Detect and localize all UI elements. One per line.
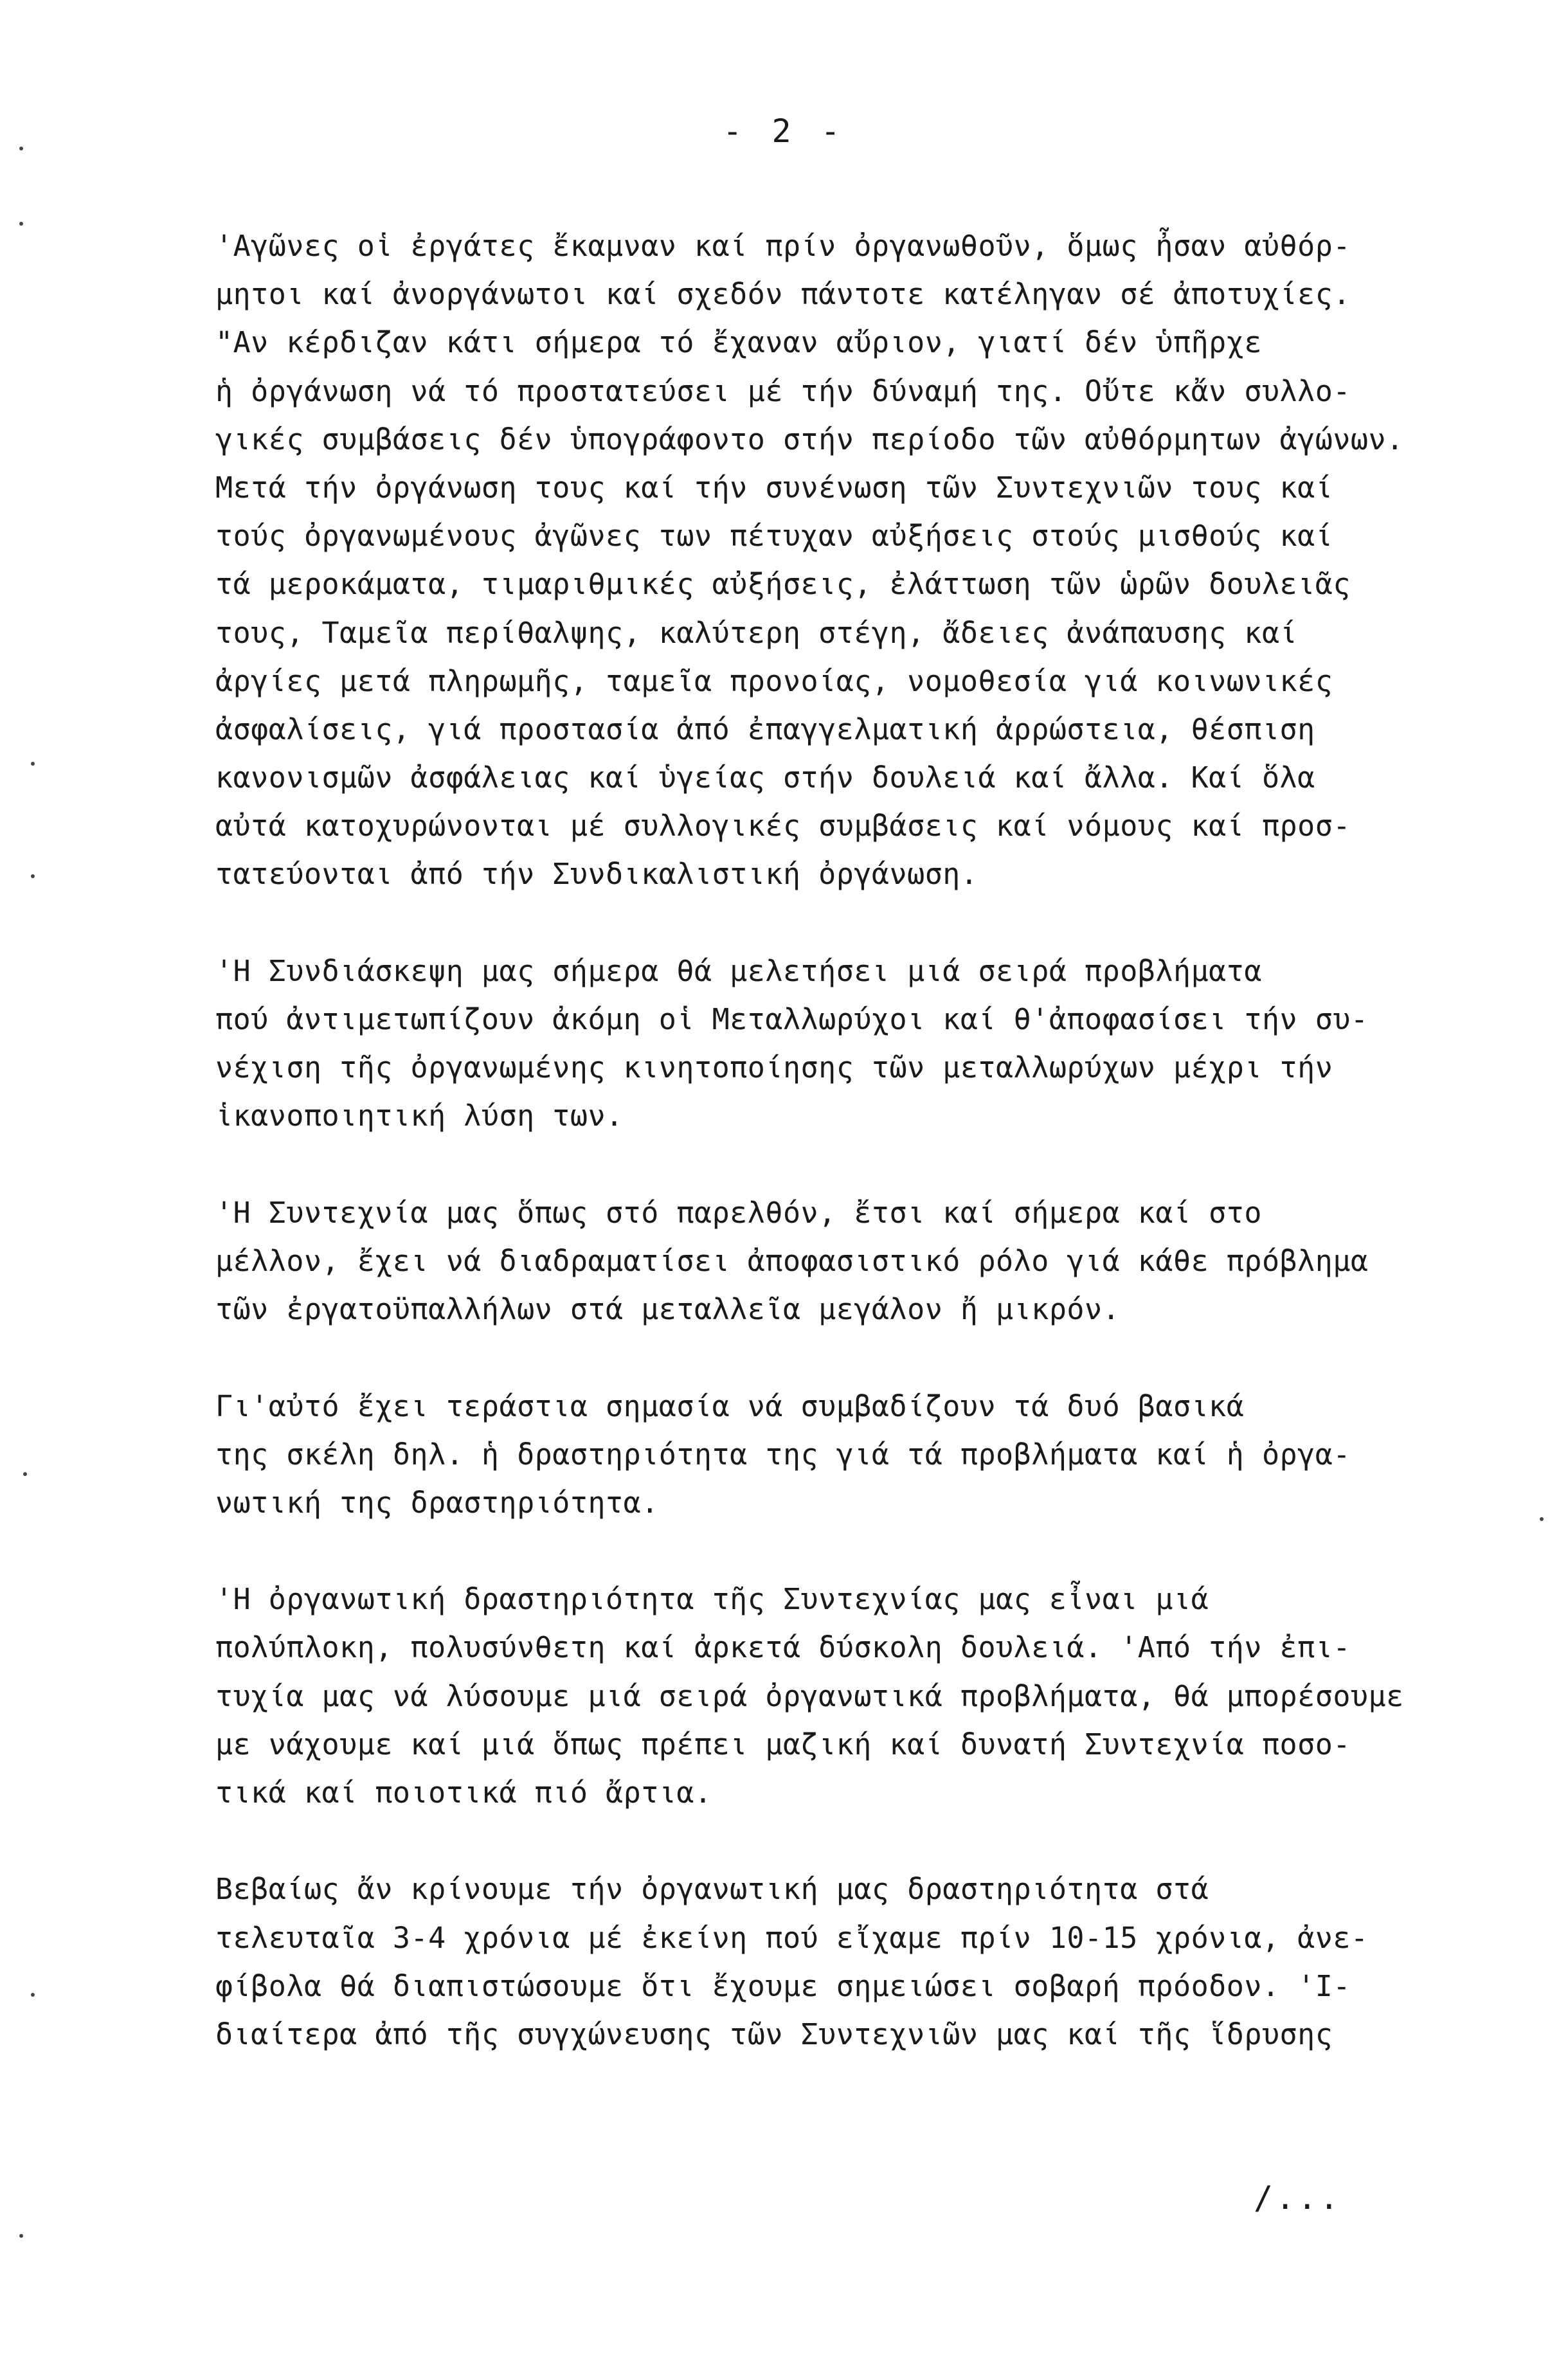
text-line: 'Η ὀργανωτική δραστηριότητα τῆς Συντεχνίας μας εἶναι μιά <box>215 1582 1209 1617</box>
text-line: τά μεροκάματα, τιμαριθμικές αὐξήσεις, ἐλάττωση τῶν ὡρῶν δουλειᾶς <box>215 567 1351 602</box>
text-line: τῶν ἐργατοϋπαλλήλων στά μεταλλεῖα μεγάλον ἤ μικρόν. <box>215 1292 1121 1327</box>
scan-speck <box>19 222 23 226</box>
scan-speck <box>23 1472 27 1476</box>
text-line: πολύπλοκη, πολυσύνθετη καί ἀρκετά δύσκολη δουλειά. 'Από τήν ἐπι- <box>215 1630 1351 1665</box>
scan-speck <box>19 147 23 150</box>
text-line: Βεβαίως ἄν κρίνουμε τήν ὀργανωτική μας δραστηριότητα στά <box>215 1872 1209 1907</box>
text-line: 'Η Συντεχνία μας ὅπως στό παρελθόν, ἔτσι καί σήμερα καί στο <box>215 1195 1262 1230</box>
text-line: γικές συμβάσεις δέν ὑπογράφοντο στήν περίοδο τῶν αὐθόρμητων ἀγώνων. <box>215 422 1404 456</box>
text-line: αὐτά κατοχυρώνονται μέ συλλογικές συμβάσεις καί νόμους καί προσ- <box>215 809 1351 843</box>
text-line: κανονισμῶν ἀσφάλειας καί ὑγείας στήν δουλειά καί ἄλλα. Καί ὅλα <box>215 760 1315 795</box>
page-number: - 2 - <box>723 113 845 150</box>
scan-speck <box>31 1993 35 1997</box>
text-line: νέχιση τῆς ὀργανωμένης κινητοποίησης τῶν μεταλλωρύχων μέχρι τήν <box>215 1050 1333 1085</box>
scan-speck <box>1540 1517 1544 1521</box>
text-line: Μετά τήν ὀργάνωση τους καί τήν συνένωση τῶν Συντεχνιῶν τους καί <box>215 470 1333 505</box>
text-line: πού ἀντιμετωπίζουν ἀκόμη οἱ Μεταλλωρύχοι καί θ'ἀποφασίσει τήν συ- <box>215 1002 1369 1036</box>
text-line: ἱκανοποιητική λύση των. <box>215 1099 624 1133</box>
text-line: ἀσφαλίσεις, γιά προστασία ἀπό ἐπαγγελματική ἀρρώστεια, θέσπιση <box>215 712 1315 746</box>
text-line: με νάχουμε καί μιά ὅπως πρέπει μαζική καί δυνατή Συντεχνία ποσο- <box>215 1727 1351 1761</box>
text-line: μητοι καί ἀνοργάνωτοι καί σχεδόν πάντοτε κατέληγαν σέ ἀποτυχίες. <box>215 277 1351 312</box>
text-line: τους, Ταμεῖα περίθαλψης, καλύτερη στέγη, ἄδειες ἀνάπαυσης καί <box>215 615 1298 650</box>
scan-speck <box>31 874 35 878</box>
text-line: της σκέλη δηλ. ἡ δραστηριότητα της γιά τά προβλήματα καί ἡ ὀργα- <box>215 1437 1351 1472</box>
text-line: μέλλον, ἔχει νά διαδραματίσει ἀποφασιστικό ρόλο γιά κάθε πρόβλημα <box>215 1243 1369 1278</box>
text-line: τατεύονται ἀπό τήν Συνδικαλιστική ὀργάνωση. <box>215 857 978 892</box>
continuation-mark: /... <box>1254 2179 1342 2217</box>
document-body <box>215 222 1527 2058</box>
paragraph <box>215 1382 1527 1527</box>
text-line: φίβολα θά διαπιστώσουμε ὅτι ἔχουμε σημειώσει σοβαρή πρόοδον. 'Ι- <box>215 1968 1351 2003</box>
text-line: τυχία μας νά λύσουμε μιά σειρά ὀργανωτικά προβλήματα, θά μπορέσουμε <box>215 1679 1404 1713</box>
text-line: νωτική της δραστηριότητα. <box>215 1485 659 1520</box>
text-line: διαίτερα ἀπό τῆς συγχώνευσης τῶν Συντεχνιῶν μας καί τῆς ἵδρυσης <box>215 2017 1333 2051</box>
text-line: τούς ὀργανωμένους ἀγῶνες των πέτυχαν αὐξήσεις στούς μισθούς καί <box>215 519 1333 554</box>
text-line: ἀργίες μετά πληρωμῆς, ταμεῖα προνοίας, νομοθεσία γιά κοινωνικές <box>215 663 1333 698</box>
paragraph <box>215 1865 1527 2058</box>
text-line: τελευταῖα 3-4 χρόνια μέ ἐκείνη πού εἴχαμε πρίν 10-15 χρόνια, ἀνε- <box>215 1920 1369 1955</box>
paragraph <box>215 222 1527 899</box>
paragraph <box>215 947 1527 1140</box>
text-line: "Αν κέρδιζαν κάτι σήμερα τό ἔχαναν αὔριον, γιατί δέν ὑπῆρχε <box>215 325 1262 360</box>
scan-speck <box>31 762 35 766</box>
text-line: 'Η Συνδιάσκεψη μας σήμερα θά μελετήσει μιά σειρά προβλήματα <box>215 953 1262 988</box>
scan-speck <box>19 2234 23 2238</box>
text-line: Γι'αὐτό ἔχει τεράστια σημασία νά συμβαδίζουν τά δυό βασικά <box>215 1389 1245 1423</box>
text-line: τικά καί ποιοτικά πιό ἄρτια. <box>215 1776 712 1810</box>
paragraph <box>215 1575 1527 1817</box>
paragraph <box>215 1189 1527 1334</box>
text-line: 'Αγῶνες οἱ ἐργάτες ἔκαμναν καί πρίν ὀργανωθοῦν, ὅμως ἦσαν αὐθόρ- <box>215 229 1351 263</box>
text-line: ἡ ὀργάνωση νά τό προστατεύσει μέ τήν δύναμή της. Οὔτε κἄν συλλο- <box>215 374 1351 408</box>
